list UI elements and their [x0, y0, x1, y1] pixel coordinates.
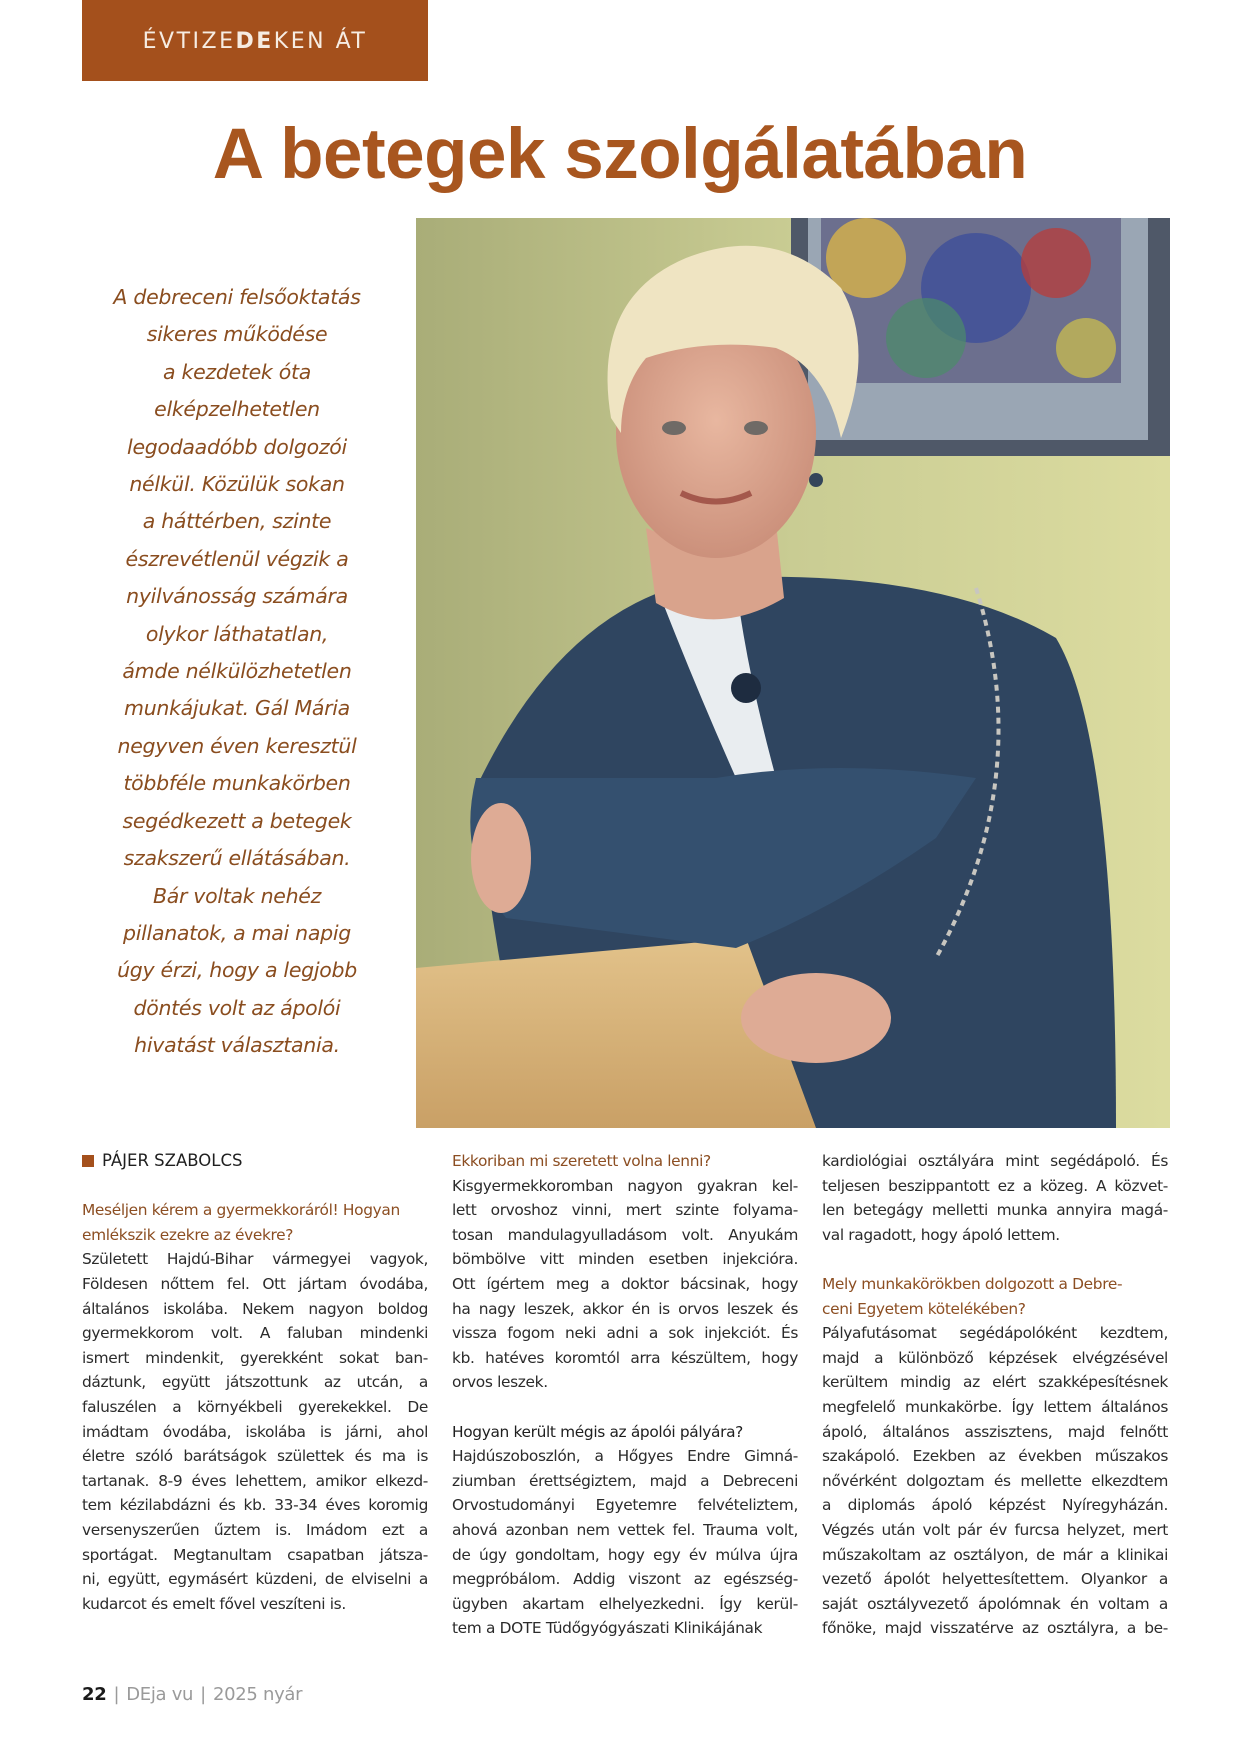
page-title: A betegek szolgálatában	[212, 115, 1028, 194]
portrait-photo	[416, 218, 1170, 1128]
lead-paragraph	[82, 279, 392, 1065]
cardigan-button	[731, 673, 761, 703]
lead-line: segédkezett a betegek	[122, 808, 352, 833]
lead-line: pillanatok, a mai napig	[123, 920, 351, 945]
text-line: vissza fogom neki adni a sok injekciót. És	[452, 1324, 798, 1343]
text-line: tem a DOTE Tüdőgyógyászati Klinikájának	[452, 1619, 763, 1638]
author-name: PÁJER SZABOLCS	[102, 1151, 243, 1170]
text-line: ahová azonban nem vettek fel. Trauma volt,	[452, 1520, 798, 1539]
text-line: len betegágy melletti munka annyira magá-	[822, 1201, 1168, 1220]
right-eye	[744, 421, 768, 435]
issue-label: 2025 nyár	[212, 1684, 303, 1705]
lead-line: nélkül. Közülük sokan	[129, 472, 345, 497]
text-line: tartanak. 8-9 éves lehettem, amikor elkezd-	[82, 1471, 428, 1490]
text-line: faluszélen a környékbeli gyerekekkel. De	[82, 1397, 428, 1416]
article-column-1	[82, 1149, 428, 1616]
lead-line: a kezdetek óta	[163, 359, 311, 384]
text-line: tosan mandulagyulladásom volt. Anyukám	[452, 1225, 798, 1244]
text-line: Született Hajdú-Bihar vármegyei vagyok,	[82, 1250, 428, 1269]
text-line: Földesen nőttem fel. Ott jártam óvodába,	[82, 1274, 428, 1293]
text-line: kardiológiai osztályára mint segédápoló. És	[822, 1152, 1168, 1170]
right-hand	[741, 973, 891, 1063]
earring	[809, 473, 823, 487]
author-byline	[82, 1149, 428, 1174]
answer-3	[452, 1444, 798, 1641]
lead-line: munkájukat. Gál Mária	[124, 696, 350, 721]
lead-line: nyilvánosság számára	[126, 584, 348, 609]
lead-line: a háttérben, szinte	[142, 509, 332, 534]
text-line: műszakoltam az osztályon, de már a klinikai	[822, 1545, 1168, 1564]
answer-3-continued	[822, 1149, 1168, 1247]
text-line: de úgy gondoltam, hogy egy év múlva újra	[452, 1545, 798, 1564]
text-line: ápoló, általános asszisztens, majd felnőtt	[822, 1422, 1168, 1441]
spacer	[822, 1247, 1168, 1272]
text-line: teljesen beszippantott ez a közeg. A közvet-	[822, 1176, 1168, 1195]
answer-2	[452, 1174, 798, 1395]
text-line: saját osztályvezető ápolómnak én voltam a	[822, 1594, 1168, 1613]
text-line: tem kézilabdázni és kb. 33-34 éves koromig	[82, 1496, 428, 1515]
answer-4	[822, 1321, 1168, 1641]
lead-line: döntés volt az ápolói	[133, 995, 341, 1020]
question-3: Hogyan került mégis az ápolói pályára?	[452, 1422, 744, 1441]
question-line: emlékszik ezekre az évekre?	[82, 1225, 294, 1244]
answer-1	[82, 1247, 428, 1616]
text-line: Kisgyermekkoromban nagyon gyakran kel-	[452, 1176, 798, 1195]
text-line: ismert mindenkit, gyerekként sokat ban-	[82, 1348, 428, 1367]
section-tag	[82, 0, 428, 81]
text-line: ha nagy leszek, akkor én is orvos leszek és	[452, 1299, 798, 1318]
question-line: Mely munkakörökben dolgozott a Debre-	[822, 1274, 1123, 1293]
text-line: ni, együtt, egymásért küzdeni, de elviselni a	[82, 1570, 428, 1589]
text-line: ziumban érettségiztem, majd a Debreceni	[452, 1471, 798, 1490]
text-line: dáztunk, együtt játszottunk az utcán, a	[82, 1373, 428, 1392]
question-4	[822, 1272, 1168, 1321]
text-line: életre szóló barátságok születtek és ma is	[82, 1447, 428, 1466]
text-line: vezető ápolót helyettesítettem. Olyankor a	[822, 1570, 1168, 1589]
lead-line: észrevétlenül végzik a	[125, 546, 349, 571]
page-footer	[82, 1684, 302, 1705]
article-column-3	[822, 1149, 1168, 1641]
section-tag-suffix: KEN ÁT	[273, 29, 368, 54]
lead-line: úgy érzi, hogy a legjobb	[117, 958, 357, 983]
lead-line: negyven éven keresztül	[117, 733, 357, 758]
lead-line: A debreceni felsőoktatás	[113, 285, 361, 309]
left-hand	[471, 803, 531, 913]
text-line: Pályafutásomat segédápolóként kezdtem,	[822, 1324, 1168, 1343]
text-line: gyermekkorom volt. A faluban mindenki	[82, 1324, 428, 1343]
text-line: kerültem mindig az elért szakképesítésnek	[822, 1373, 1168, 1392]
text-line: főnöke, majd visszatérve az osztályra, a be-	[822, 1619, 1168, 1638]
lead-line: hivatást választania.	[134, 1033, 340, 1058]
abstract-painting	[821, 218, 1121, 383]
text-line: orvos leszek.	[452, 1373, 548, 1392]
question-line: ceni Egyetem kötelékében?	[822, 1299, 1026, 1318]
lead-line: legodaadóbb dolgozói	[127, 434, 347, 459]
text-line: ügyben akartam elhelyezkedni. Így kerül-	[452, 1594, 798, 1613]
text-line: sportágat. Megtanultam csapatban játsza-	[82, 1545, 428, 1564]
lead-line: többféle munkakörben	[123, 771, 351, 796]
text-line: a diplomás ápoló képzést Nyíregyházán.	[822, 1496, 1168, 1515]
section-tag-bold: DE	[235, 29, 274, 54]
text-line: Orvostudományi Egyetemre felvételiztem,	[452, 1496, 798, 1515]
text-line: Ott ígértem meg a doktor bácsinak, hogy	[452, 1274, 798, 1293]
byline-square-icon	[82, 1155, 94, 1167]
text-line: kudarcot és emelt fővel veszíteni is.	[82, 1594, 346, 1613]
text-line: Hajdúszoboszlón, a Hőgyes Endre Gimná-	[452, 1447, 798, 1466]
text-line: kb. hatéves koromtól arra készültem, hogy	[452, 1348, 798, 1367]
text-line: bömbölve vitt minden esetben injekcióra.	[452, 1250, 798, 1269]
text-line: szakápoló. Ezekben az években műszakos	[822, 1447, 1168, 1466]
text-line: versenyszerűen űztem is. Imádom ezt a	[82, 1520, 428, 1539]
spacer	[452, 1395, 798, 1420]
section-tag-label	[143, 29, 368, 54]
text-line: megfelelő munkakörbe. Így lettem általános	[822, 1397, 1168, 1416]
lead-line: sikeres működése	[146, 322, 328, 347]
magazine-name: DEja vu	[126, 1684, 194, 1705]
lead-line: ámde nélkülözhetetlen	[122, 659, 352, 684]
article-column-2	[452, 1149, 798, 1641]
lead-line: olykor láthatatlan,	[145, 621, 329, 646]
spacer	[82, 1174, 428, 1199]
text-line: Végzés után volt pár év furcsa helyzet, mert	[822, 1520, 1168, 1539]
page-number: 22	[82, 1684, 107, 1705]
section-tag-prefix: ÉVTIZE	[142, 29, 236, 54]
portrait-illustration	[416, 218, 1170, 1128]
footer-separator: |	[200, 1684, 206, 1705]
text-line: majd a különböző képzések elvégzésével	[822, 1348, 1168, 1367]
lead-line: Bár voltak nehéz	[152, 883, 322, 908]
lead-line: szakszerű ellátásában.	[123, 846, 351, 871]
lead-line: elképzelhetetlen	[154, 397, 320, 422]
question-2: Ekkoriban mi szeretett volna lenni?	[452, 1152, 711, 1170]
text-line: lett orvoshoz vinni, mert szinte folyama-	[452, 1201, 798, 1220]
left-eye	[662, 421, 686, 435]
footer-separator: |	[113, 1684, 120, 1705]
text-line: általános iskolába. Nekem nagyon boldog	[82, 1299, 428, 1318]
text-line: imádtam óvodába, iskolába is járni, ahol	[82, 1422, 428, 1441]
text-line: val ragadott, hogy ápoló lettem.	[822, 1225, 1060, 1244]
text-line: megpróbálom. Addig viszont az egészség-	[452, 1570, 798, 1589]
question-line: Meséljen kérem a gyermekkoráról! Hogyan	[82, 1201, 400, 1220]
question-1	[82, 1198, 428, 1247]
text-line: nővérként dolgoztam és mellette elkezdtem	[822, 1471, 1168, 1490]
